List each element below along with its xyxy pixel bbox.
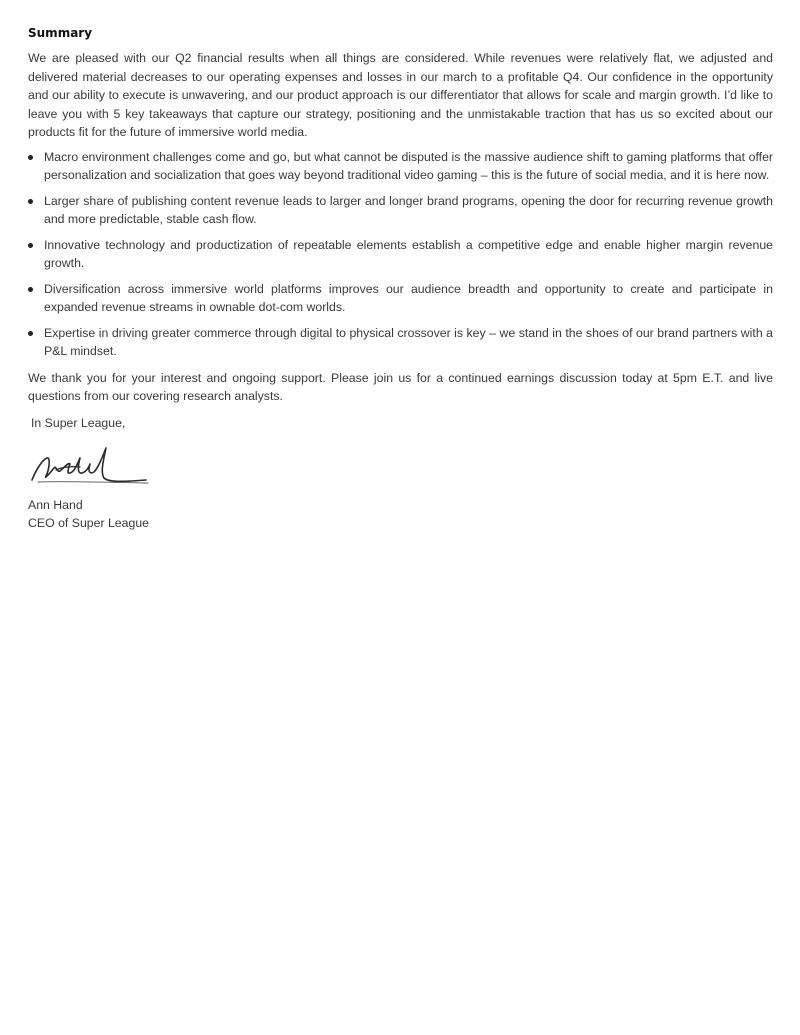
takeaway-text: Diversification across immersive world platforms improves our audience breadth and opportunity to create and participate in expanded revenue streams in ownable dot-com worlds. — [44, 281, 773, 314]
takeaway-text: Larger share of publishing content revenue leads to larger and longer brand programs, opening the door for recurring revenue growth and more predictable, stable cash flow. — [44, 193, 773, 226]
takeaway-text: Expertise in driving greater commerce through digital to physical crossover is key – we stand in the shoes of our brand partners with a P&L mindset. — [44, 325, 773, 358]
takeaway-item — [28, 192, 773, 229]
signer-title: CEO of Super League — [28, 515, 149, 530]
letter-page — [28, 26, 773, 532]
takeaway-text: Innovative technology and productization of repeatable elements establish a competitive edge and enable higher margin revenue growth. — [44, 237, 773, 270]
closing-paragraph: We thank you for your interest and ongoing support. Please join us for a continued earnings discussion today at 5pm E.T. and live questions from our covering research analysts. — [28, 370, 773, 403]
intro-paragraph: We are pleased with our Q2 financial results when all things are considered. While revenues were relatively flat, we adjusted and delivered material decreases to our operating expenses and losses in our march to a profitable Q4. Our confidence in the opportunity and our ability to execute is unwavering, and our product approach is our differentiator that allows for scale and margin growth. I’d like to leave you with 5 key takeaways that capture our strategy, positioning and the unmistakable traction that has us so excited about our products fit for the future of immersive world media. — [28, 51, 773, 139]
bullet-icon — [28, 199, 33, 204]
takeaways-list — [28, 148, 773, 361]
section-heading: Summary — [28, 26, 93, 40]
signature-image — [28, 440, 153, 492]
signoff: In Super League, — [31, 415, 126, 430]
bullet-icon — [28, 331, 33, 336]
bullet-icon — [28, 243, 33, 248]
takeaway-item — [28, 148, 773, 185]
takeaway-item — [28, 236, 773, 273]
signer-name: Ann Hand — [28, 497, 83, 512]
takeaway-text: Macro environment challenges come and go, but what cannot be disputed is the massive audience shift to gaming platforms that offer personalization and socialization that goes way beyond traditional video gaming – this is the future of social media, and it is here now. — [44, 149, 773, 182]
takeaway-item — [28, 280, 773, 317]
bullet-icon — [28, 287, 33, 292]
bullet-icon — [28, 155, 33, 160]
takeaway-item — [28, 324, 773, 361]
